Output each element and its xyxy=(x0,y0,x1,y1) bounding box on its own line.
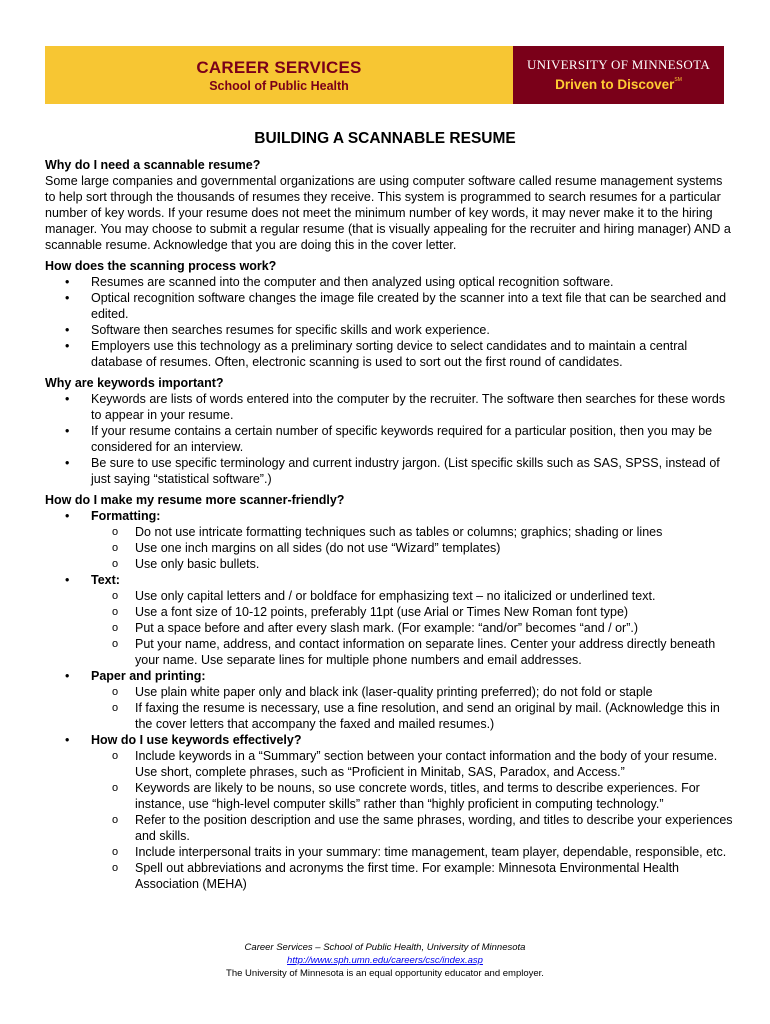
footer-org-line: Career Services – School of Public Health, University of Minnesota xyxy=(244,942,526,953)
list-item: • Software then searches resumes for specific skills and work experience. xyxy=(45,322,735,338)
sub-list xyxy=(91,684,735,732)
footer-equal-opportunity: The University of Minnesota is an equal opportunity educator and employer. xyxy=(226,968,544,979)
sub-list-item: o Use only basic bullets. xyxy=(45,556,735,572)
section-paragraph: Some large companies and governmental organizations are using computer software called resume management systems to help sort through the thousands of resumes they receive. This system is programmed to search resumes for a particular number of key words. If your resume does not meet the minimum number of key words, it may never make it to the hiring manager. You may choose to submit a regular resume (that is visually appealing for the recruiter and hiring manager) AND a scannable resume. Acknowledge that you are doing this in the cover letter. xyxy=(45,174,731,252)
sub-list xyxy=(91,588,735,668)
section-heading: How do I make my resume more scanner-friendly? xyxy=(45,493,345,507)
sub-list-item: o Include keywords in a “Summary” section between your contact information and the body of your resume. Use short, complete phrases, such as “Proficient in Minitab, SAS, Paradox, and Access.” xyxy=(45,748,735,780)
document-body xyxy=(45,157,735,892)
footer-link-line xyxy=(0,954,770,967)
list-item-formatting xyxy=(45,508,735,572)
list-item-keywords-effectively xyxy=(45,732,735,892)
university-name: UNIVERSITY OF MINNESOTA xyxy=(526,57,711,72)
header-banner xyxy=(45,46,724,104)
university-logo xyxy=(513,46,724,104)
sub-list-item: o Put your name, address, and contact information on separate lines. Center your address directly beneath your name. Use separate lines for multiple phone numbers and email addresses. xyxy=(45,636,735,668)
page-footer xyxy=(0,941,770,980)
list-item: • Be sure to use specific terminology and current industry jargon. (List specific skills such as SAS, SPSS, instead of just saying “statistical software”.) xyxy=(45,455,735,487)
list-item: • Keywords are lists of words entered into the computer by the recruiter. The software then searches for these words to appear in your resume. xyxy=(45,391,735,423)
career-services-link[interactable]: http://www.sph.umn.edu/careers/csc/index.asp xyxy=(287,955,483,966)
sub-list xyxy=(91,748,735,892)
list-item: • Optical recognition software changes the image file created by the scanner into a text file that can be searched and edited. xyxy=(45,290,735,322)
sub-list-item: o Include interpersonal traits in your summary: time management, team player, dependable, responsible, etc. xyxy=(45,844,735,860)
sub-list-item: o Use only capital letters and / or boldface for emphasizing text – no italicized or underlined text. xyxy=(45,588,735,604)
group-label: Formatting: xyxy=(91,509,161,523)
group-label: Paper and printing: xyxy=(91,669,206,683)
bullet-list xyxy=(45,274,735,370)
sub-list-item: o If faxing the resume is necessary, use a fine resolution, and send an original by mail. (Acknowledge this in the cover letters that accompany the faxed and mailed resumes.) xyxy=(45,700,735,732)
group-label: Text: xyxy=(91,573,120,587)
list-item: • Resumes are scanned into the computer and then analyzed using optical recognition software. xyxy=(45,274,735,290)
banner-title: CAREER SERVICES xyxy=(196,58,362,77)
section-scanner-friendly xyxy=(45,492,735,892)
service-mark: SM xyxy=(674,77,682,83)
section-heading: Why do I need a scannable resume? xyxy=(45,158,261,172)
sub-list-item: o Refer to the position description and use the same phrases, wording, and titles to describe your experiences and skills. xyxy=(45,812,735,844)
sub-list-item: o Keywords are likely to be nouns, so use concrete words, titles, and terms to describe experiences. For instance, use “high-level computer skills” rather than “highly proficient in computing technology.” xyxy=(45,780,735,812)
bullet-list xyxy=(45,508,735,892)
section-why-scannable xyxy=(45,157,735,253)
career-services-banner xyxy=(45,46,513,104)
university-tagline xyxy=(513,77,724,92)
list-item-paper-printing xyxy=(45,668,735,732)
group-label: How do I use keywords effectively? xyxy=(91,733,302,747)
tagline-text: Driven to Discover xyxy=(555,77,675,92)
banner-subtitle: School of Public Health xyxy=(209,79,349,93)
document-title: BUILDING A SCANNABLE RESUME xyxy=(254,130,516,147)
list-item: • Employers use this technology as a preliminary sorting device to select candidates and to maintain a central database of resumes. Often, electronic scanning is used to sort out the first round of candidates. xyxy=(45,338,735,370)
sub-list-item: o Use one inch margins on all sides (do not use “Wizard” templates) xyxy=(45,540,735,556)
sub-list-item: o Use a font size of 10-12 points, preferably 11pt (use Arial or Times New Roman font type) xyxy=(45,604,735,620)
sub-list-item: o Use plain white paper only and black ink (laser-quality printing preferred); do not fold or staple xyxy=(45,684,735,700)
section-heading: How does the scanning process work? xyxy=(45,259,277,273)
sub-list-item: o Do not use intricate formatting techniques such as tables or columns; graphics; shading or lines xyxy=(45,524,735,540)
list-item: • If your resume contains a certain number of specific keywords required for a particular position, then you may be considered for an interview. xyxy=(45,423,735,455)
sub-list xyxy=(91,524,735,572)
sub-list-item: o Spell out abbreviations and acronyms the first time. For example: Minnesota Environmental Health Association (MEHA) xyxy=(45,860,735,892)
section-keywords-important xyxy=(45,375,735,487)
sub-list-item: o Put a space before and after every slash mark. (For example: “and/or” becomes “and / or”.) xyxy=(45,620,735,636)
bullet-list xyxy=(45,391,735,487)
section-heading: Why are keywords important? xyxy=(45,376,224,390)
list-item-text xyxy=(45,572,735,668)
section-scanning-process xyxy=(45,258,735,370)
